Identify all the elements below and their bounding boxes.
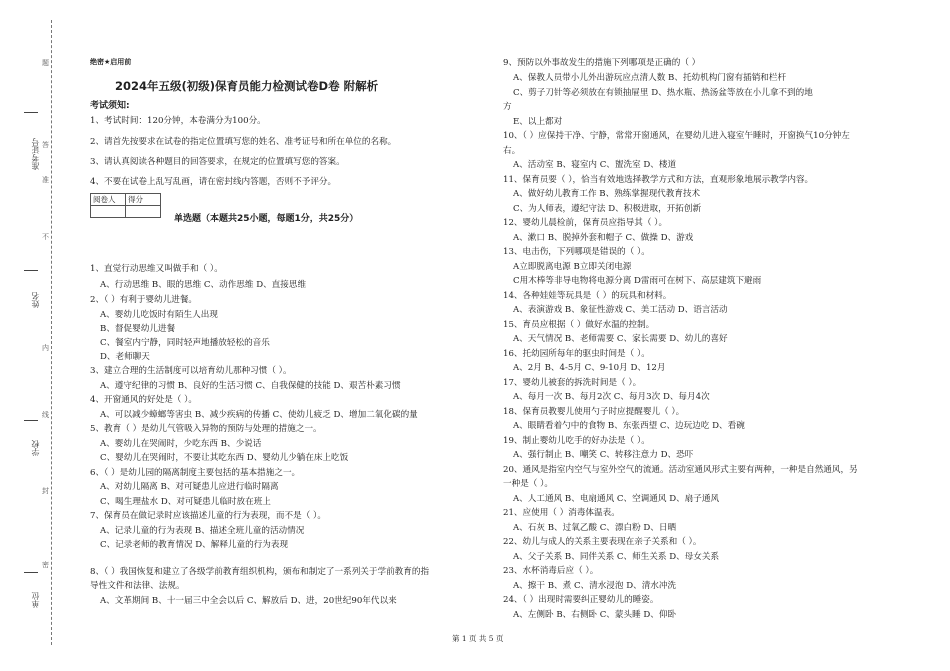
question-line: A、活动室 B、寝室内 C、盥洗室 D、楼道 xyxy=(513,160,677,170)
question-line: A、2月 B、4-5月 C、9-10月 D、12月 xyxy=(513,363,666,373)
question-line: 23、水杯消毒后应（ ）。 xyxy=(503,566,599,576)
question-line: 3、建立合理的生活制度可以培育幼儿那种习惯（ ）。 xyxy=(90,366,292,376)
question-line: 15、育员应根据（ ）做好水温的控制。 xyxy=(503,320,655,330)
question-line: 16、托幼园所每年的驱虫时间是（ ）。 xyxy=(503,349,650,359)
question-line: C、记录老师的教育情况 D、解释儿童的行为表现 xyxy=(100,540,289,550)
notice-item: 1、考试时间：120分钟，本卷满分为100分。 xyxy=(90,116,266,126)
question-line: A、擦干 B、煮 C、清水浸泡 D、清水冲洗 xyxy=(513,581,677,591)
question-line: 2、（ ）有利于婴幼儿进餐。 xyxy=(90,295,198,305)
question-line: 22、幼儿与成人的关系主要表现在亲子关系和（ ）。 xyxy=(503,537,702,547)
question-line: A、记录儿童的行为表现 B、描述全班儿童的活动情况 xyxy=(100,526,305,536)
binding-word: 封 xyxy=(42,487,49,495)
question-line: 18、保育员教婴儿使用勺子时应提醒婴儿（ ）。 xyxy=(503,407,685,417)
question-line: A、婴幼儿在哭闹时，少吃东西 B、少说话 xyxy=(100,439,262,449)
question-line: 5、教育（ ）是幼儿气管吸入异物的预防与处理的措施之一。 xyxy=(90,424,322,434)
question-line: A、做好幼儿教育工作 B、熟练掌握现代教育技术 xyxy=(513,189,701,199)
question-line: C用木棒等非导电物将电源分离 D雷雨可在树下、高层建筑下避雨 xyxy=(513,276,762,286)
question-line: A、父子关系 B、同伴关系 C、师生关系 D、母女关系 xyxy=(513,552,720,562)
score-table-reviewer: 阅卷人 xyxy=(91,194,126,206)
binding-line xyxy=(51,20,52,645)
question-line: A、每月一次 B、每月2次 C、每月3次 D、每月4次 xyxy=(513,392,710,402)
notice-heading: 考试须知: xyxy=(90,101,130,111)
question-line: 19、制止婴幼儿吃手的好办法是（ ）。 xyxy=(503,436,650,446)
question-line: A、婴幼儿吃饭时有陌生人出现 xyxy=(100,310,218,320)
question-line: 6、（ ）是幼儿园的隔离制度主要包括的基本措施之一。 xyxy=(90,468,301,478)
binding-word: 内 xyxy=(42,344,49,352)
question-line: A、强行制止 B、嘲笑 C、转移注意力 D、恐吓 xyxy=(513,450,694,460)
question-line: C、餐室内宁静，同时轻声地播放轻松的音乐 xyxy=(100,338,270,348)
question-line: C、婴幼儿在哭闹时，不要让其吃东西 D、婴幼儿少躺在床上吃饭 xyxy=(100,453,349,463)
question-line: A、眼睛看着勺中的食物 B、东张西望 C、边玩边吃 D、看碗 xyxy=(513,421,745,431)
binding-word: 题 xyxy=(42,59,49,67)
binding-word: 准 xyxy=(42,176,49,184)
binding-word: 线 xyxy=(42,411,49,419)
underline xyxy=(24,270,38,271)
binding-word: 不 xyxy=(42,233,49,241)
question-line: 17、婴幼儿被套的拆洗时间是（ ）。 xyxy=(503,378,642,388)
notice-item: 4、不要在试卷上乱写乱画，请在密封线内答题，否则不予评分。 xyxy=(90,177,337,187)
score-table-cell xyxy=(91,206,126,218)
question-line: A、漱口 B、脱掉外套和帽子 C、做操 D、游戏 xyxy=(513,233,694,243)
question-line: A、左侧卧 B、右侧卧 C、蒙头睡 D、仰卧 xyxy=(513,610,677,620)
question-line: 13、电击伤，下列哪项是错误的（ ）。 xyxy=(503,247,650,257)
question-line: 方 xyxy=(503,102,512,112)
question-line: A、表演游戏 B、象征性游戏 C、美工活动 D、语言活动 xyxy=(513,305,728,315)
question-line: A、可以减少蟑螂等害虫 B、减少疾病的传播 C、使幼儿疲乏 D、增加二氧化碳的量 xyxy=(100,410,418,420)
question-line: 14、各种娃娃等玩具是（ ）的玩具和材料。 xyxy=(503,291,672,301)
question-line: 9、预防以外事故发生的措施下列哪项是正确的（ ） xyxy=(503,58,701,68)
question-line: 1、直觉行动思维又叫做手和（ ）。 xyxy=(90,264,223,274)
question-line: A、保教人员带小儿外出游玩应点清人数 B、托幼机构门窗有插销和栏杆 xyxy=(513,73,787,83)
question-line: 11、保育员要（ ），恰当有效地选择教学方式和方法，直观形象地展示教学内容。 xyxy=(503,175,814,185)
question-line: 10、（ ）应保持干净、宁静，常常开窗通风，在婴幼儿进入寝室午睡时，开窗换气10分钟左 xyxy=(503,131,850,141)
side-label-school: 学校 xyxy=(31,440,40,456)
question-line: 21、应使用（ ）消毒体温表。 xyxy=(503,508,620,518)
question-line: 20、通风是指室内空气与室外空气的流通。活动室通风形式主要有两种，一种是自然通风，另 xyxy=(503,465,858,475)
notice-item: 3、请认真阅读各种题目的回答要求，在规定的位置填写您的答案。 xyxy=(90,157,345,167)
question-line: A、行动思维 B、眼的思维 C、动作思维 D、直接思维 xyxy=(100,280,307,290)
page-footer: 第 1 页 共 5 页 xyxy=(452,634,504,643)
secret-label: 绝密★启用前 xyxy=(90,58,132,66)
question-line: C、喝生理盐水 D、对可疑患儿临时放在班上 xyxy=(100,497,271,507)
score-table-cell xyxy=(126,206,161,218)
side-label-exam-no: 准考证号 xyxy=(31,138,40,170)
notice-item: 2、请首先按要求在试卷的指定位置填写您的姓名、准考证号和所在单位的名称。 xyxy=(90,137,397,147)
side-label-unit: 单位 xyxy=(31,592,40,608)
question-line: A、天气情况 B、老师需要 C、家长需要 D、幼儿的喜好 xyxy=(513,334,728,344)
question-line: C、为人师表，遵纪守法 D、积极进取，开拓创新 xyxy=(513,204,702,214)
binding-word: 答 xyxy=(42,141,49,149)
question-line: 12、婴幼儿晨检前，保育员应指导其（ ）。 xyxy=(503,218,668,228)
question-line: 右。 xyxy=(503,146,521,156)
score-table-score: 得分 xyxy=(126,194,161,206)
binding-word: 密 xyxy=(42,561,49,569)
question-line: A、遵守纪律的习惯 B、良好的生活习惯 C、自我保健的技能 D、艰苦朴素习惯 xyxy=(100,381,401,391)
question-line: A、石灰 B、过氧乙酸 C、漂白粉 D、日晒 xyxy=(513,523,677,533)
question-line: D、老师聊天 xyxy=(100,352,150,362)
question-line: A立即脱离电源 B立即关闭电源 xyxy=(513,262,632,272)
question-line: E、以上都对 xyxy=(513,117,563,127)
question-line: 一种是（ ）。 xyxy=(503,479,553,489)
question-line: B、督促婴幼儿进餐 xyxy=(100,324,176,334)
question-line: 4、开窗通风的好处是（ ）。 xyxy=(90,395,198,405)
underline xyxy=(24,420,38,421)
question-line: C、剪子刀针等必须放在有锁抽屉里 D、热水瓶、热汤盆等放在小儿拿不到的地 xyxy=(513,88,813,98)
question-line: 导性文件和法律、法规。 xyxy=(90,581,185,591)
question-line: A、文革期间 B、十一届三中全会以后 C、解放后 D、进，20世纪90年代以来 xyxy=(100,596,397,606)
question-line: A、对幼儿隔离 B、对可疑患儿应进行临时隔离 xyxy=(100,482,279,492)
question-line: 8、（ ）我国恢复和建立了各级学前教育组织机构，颁布和制定了一系列关于学前教育的指 xyxy=(90,567,430,577)
question-line: 24、（ ）出现时需要纠正婴幼儿的睡姿。 xyxy=(503,595,659,605)
underline xyxy=(24,572,38,573)
page-title: 2024年五级(初级)保育员能力检测试卷D卷 附解析 xyxy=(115,79,379,93)
underline xyxy=(24,112,38,113)
question-line: A、人工通风 B、电扇通风 C、空调通风 D、扇子通风 xyxy=(513,494,720,504)
side-label-name: 姓名 xyxy=(31,292,40,308)
question-line: 7、保育员在做记录时应该描述儿童的行为表现，而不是（ ）。 xyxy=(90,511,326,521)
section-heading: 单选题（本题共25小题，每题1分，共25分） xyxy=(174,214,359,224)
score-table xyxy=(90,193,161,218)
